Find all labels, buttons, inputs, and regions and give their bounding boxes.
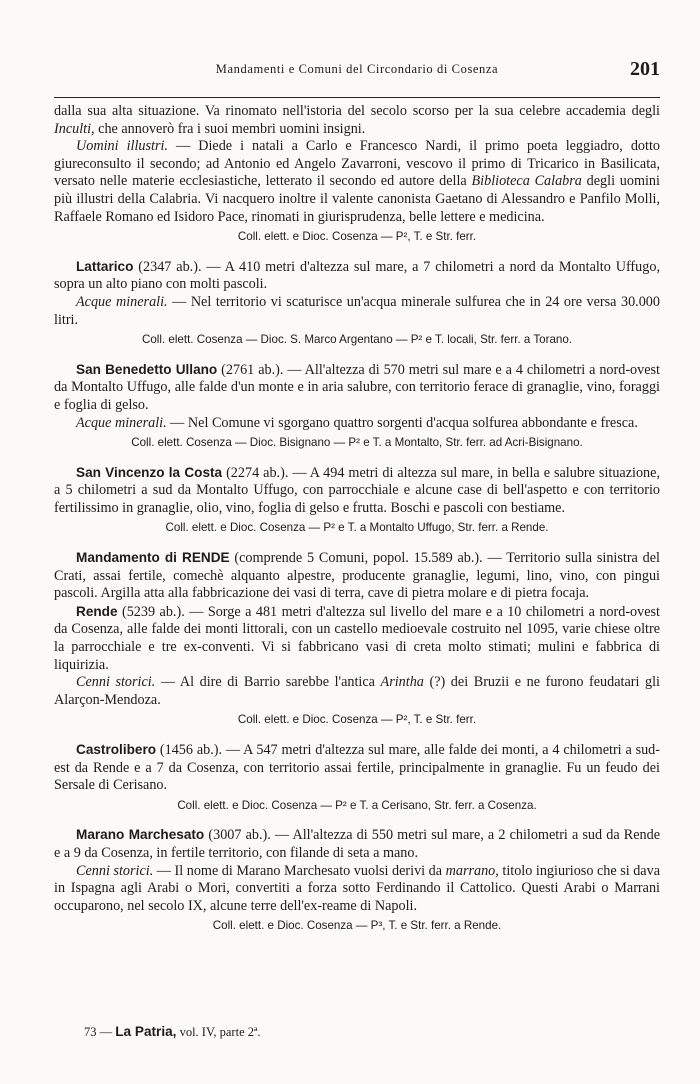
entry-name: Lattarico bbox=[76, 258, 134, 274]
volume-info: vol. IV, parte 2ª. bbox=[176, 1025, 261, 1039]
section-label: Uomini illustri. bbox=[76, 138, 168, 155]
intro-paragraph: dalla sua alta situazione. Va rinomato nell'istoria del secolo scorso per la sua celebre accademia degli Inculti, che annoverò fra i suoi membri uomini insigni. bbox=[54, 103, 660, 137]
journal-title: La Patria, bbox=[115, 1024, 177, 1039]
entry-marano-marchesato: Marano Marchesato (3007 ab.). — All'altezza di 550 metri sul mare, a 2 chilometri a sud da Rende e a 9 da Cosenza, in fertile territorio, con filande di seta a mano. Cenni storici. — Il nome di Marano Marchesato vuolsi derivi da marrano, titolo ingiurioso che si dava in Ispagna agli Arabi o Mori, convertiti a forza sotto Ferdinando il Cattolico. Questi Arabi o Marrani occuparono, nel secolo IX, alcune terre dell'ex-reame di Napoli. Coll. elett. e Dioc. Cosenza — P³, T. e Str. ferr. a Rende. bbox=[54, 826, 660, 935]
collegio-line: Coll. elett. e Dioc. Cosenza — P² e T. a Montalto Uffugo, Str. ferr. a Rende. bbox=[165, 521, 549, 535]
collegio-line: Coll. elett. e Dioc. Cosenza — P², T. e Str. ferr. bbox=[237, 713, 477, 727]
page-number: 201 bbox=[630, 58, 660, 80]
etymology-word: marrano bbox=[445, 862, 496, 879]
entry-name: San Vincenzo la Costa bbox=[76, 464, 223, 480]
signature-number: 73 — bbox=[84, 1025, 116, 1039]
collegio-line: Coll. elett. Cosenza — Dioc. Bisignano — P² e T. a Montalto, Str. ferr. ad Acri-Bisignano. bbox=[131, 436, 583, 450]
section-label: Cenni storici. bbox=[76, 862, 154, 879]
entry-name: Rende bbox=[76, 603, 118, 619]
running-title: Mandamenti e Comuni del Circondario di Cosenza bbox=[215, 62, 499, 76]
entry-mandamento-rende: Mandamento di RENDE (comprende 5 Comuni, popol. 15.589 ab.). — Territorio sulla sinistra del Crati, assai fertile, comechè alquanto alpestre, producente granaglie, legumi, lino, vino, con pingui pascoli. Argilla atta alla fabbricazione dei vasi di terra, cave di pietra molare e di pietra focaja. Rende (5239 ab.). — Sorge a 481 metri d'altezza sul livello del mare e a 10 chilometri a nord-ovest da Cosenza, alle falde dei monti littorali, con un castello medioevale costruito nel 1095, varie chiese oltre la parrocchiale e tre ex-conventi. Vi si fabbricano vasi di creta molto stimati; mulini e fabbrica di liquirizia. Cenni storici. — Al dire di Barrio sarebbe l'antica Arintha (?) dei Bruzii e ne furono feudatari gli Alarçon-Mendoza. Coll. elett. e Dioc. Cosenza — P², T. e Str. ferr. bbox=[54, 549, 660, 729]
book-title: Biblioteca Calabra bbox=[471, 173, 582, 190]
page-body bbox=[54, 103, 660, 935]
entry-san-benedetto-ullano: San Benedetto Ullano (2761 ab.). — All'altezza di 570 metri sul mare e a 4 chilometri a nord-ovest da Montalto Uffugo, alle falde d'un monte e in aria salubre, con territorio ferace di granaglie, vino, foraggi e foglia di gelso. Acque minerali. — Nel Comune vi sgorgano quattro sorgenti d'acqua solfurea abbondante e fresca. Coll. elett. Cosenza — Dioc. Bisignano — P² e T. a Montalto, Str. ferr. ad Acri-Bisignano. bbox=[54, 361, 660, 452]
entry-name: Castrolibero bbox=[76, 742, 157, 757]
collegio-line: Coll. elett. e Dioc. Cosenza — P³, T. e Str. ferr. a Rende. bbox=[212, 919, 502, 933]
collegio-line: Coll. elett. e Dioc. Cosenza — P² e T. a Cerisano, Str. ferr. a Cosenza. bbox=[177, 798, 537, 812]
signature-footer bbox=[84, 1024, 261, 1040]
section-label: Cenni storici. bbox=[76, 674, 156, 691]
section-label: Acque minerali. bbox=[76, 293, 168, 310]
academy-name: Inculti bbox=[54, 120, 92, 137]
section-label: Acque minerali. bbox=[76, 414, 167, 431]
entry-lattarico: Lattarico (2347 ab.). — A 410 metri d'altezza sul mare, a 7 chilometri a nord da Montalto Uffugo, sopra un alto piano con molti pascoli. Acque minerali. — Nel territorio vi scaturisce un'acqua minerale sulfurea che in 24 ore versa 30.000 litri. Coll. elett. Cosenza — Dioc. S. Marco Argentano — P² e T. locali, Str. ferr. a Torano. bbox=[54, 258, 660, 349]
entry-san-vincenzo-la-costa: San Vincenzo la Costa (2274 ab.). — A 494 metri di altezza sul mare, in bella e salubre situazione, a 5 chilometri a sud da Montalto Uffugo, con parrocchiale e alcune case di bell'aspetto e con territorio fertilissimo in granaglie, olio, vino, foglia di gelso e frutta. Boschi e pascoli con bestiame. Coll. elett. e Dioc. Cosenza — P² e T. a Montalto Uffugo, Str. ferr. a Rende. bbox=[54, 464, 660, 537]
collegio-line: Coll. elett. Cosenza — Dioc. S. Marco Argentano — P² e T. locali, Str. ferr. a Torano. bbox=[141, 333, 573, 347]
entry-castrolibero: Castrolibero (1456 ab.). — A 547 metri d'altezza sul mare, alle falde dei monti, a 4 chilometri a sud-est da Rende e a 7 da Cosenza, con territorio assai fertile, principalmente in granaglie. Fu un feudo dei Sersale di Cerisano. Coll. elett. e Dioc. Cosenza — P² e T. a Cerisano, Str. ferr. a Cosenza. bbox=[54, 741, 660, 814]
running-head bbox=[54, 58, 660, 84]
header-rule bbox=[54, 97, 660, 98]
entry-name: Mandamento di RENDE bbox=[76, 550, 230, 566]
entry-name: San Benedetto Ullano bbox=[76, 361, 218, 377]
entry-name: Marano Marchesato bbox=[76, 827, 205, 843]
illustrious-paragraph: Uomini illustri. — Diede i natali a Carlo e Francesco Nardi, il primo poeta leggiadro, dotto giureconsulto il secondo; ad Antonio ed Angelo Zavarroni, vescovo il primo di Tricarico in Basilicata, versato nelle materie ecclesiastiche, letterato il secondo ed autore della Biblioteca Calabra degli uomini più illustri della Calabria. Vi nacquero inoltre il valente canonista Gaetano di Alessandro e Panfilo Molli, Raffaele Romano ed Isidoro Pace, rinomati in giurisprudenza, belle lettere e medicina. bbox=[54, 138, 660, 225]
collegio-line: Coll. elett. e Dioc. Cosenza — P², T. e Str. ferr. bbox=[237, 230, 477, 244]
ancient-name: Arintha bbox=[380, 674, 424, 691]
